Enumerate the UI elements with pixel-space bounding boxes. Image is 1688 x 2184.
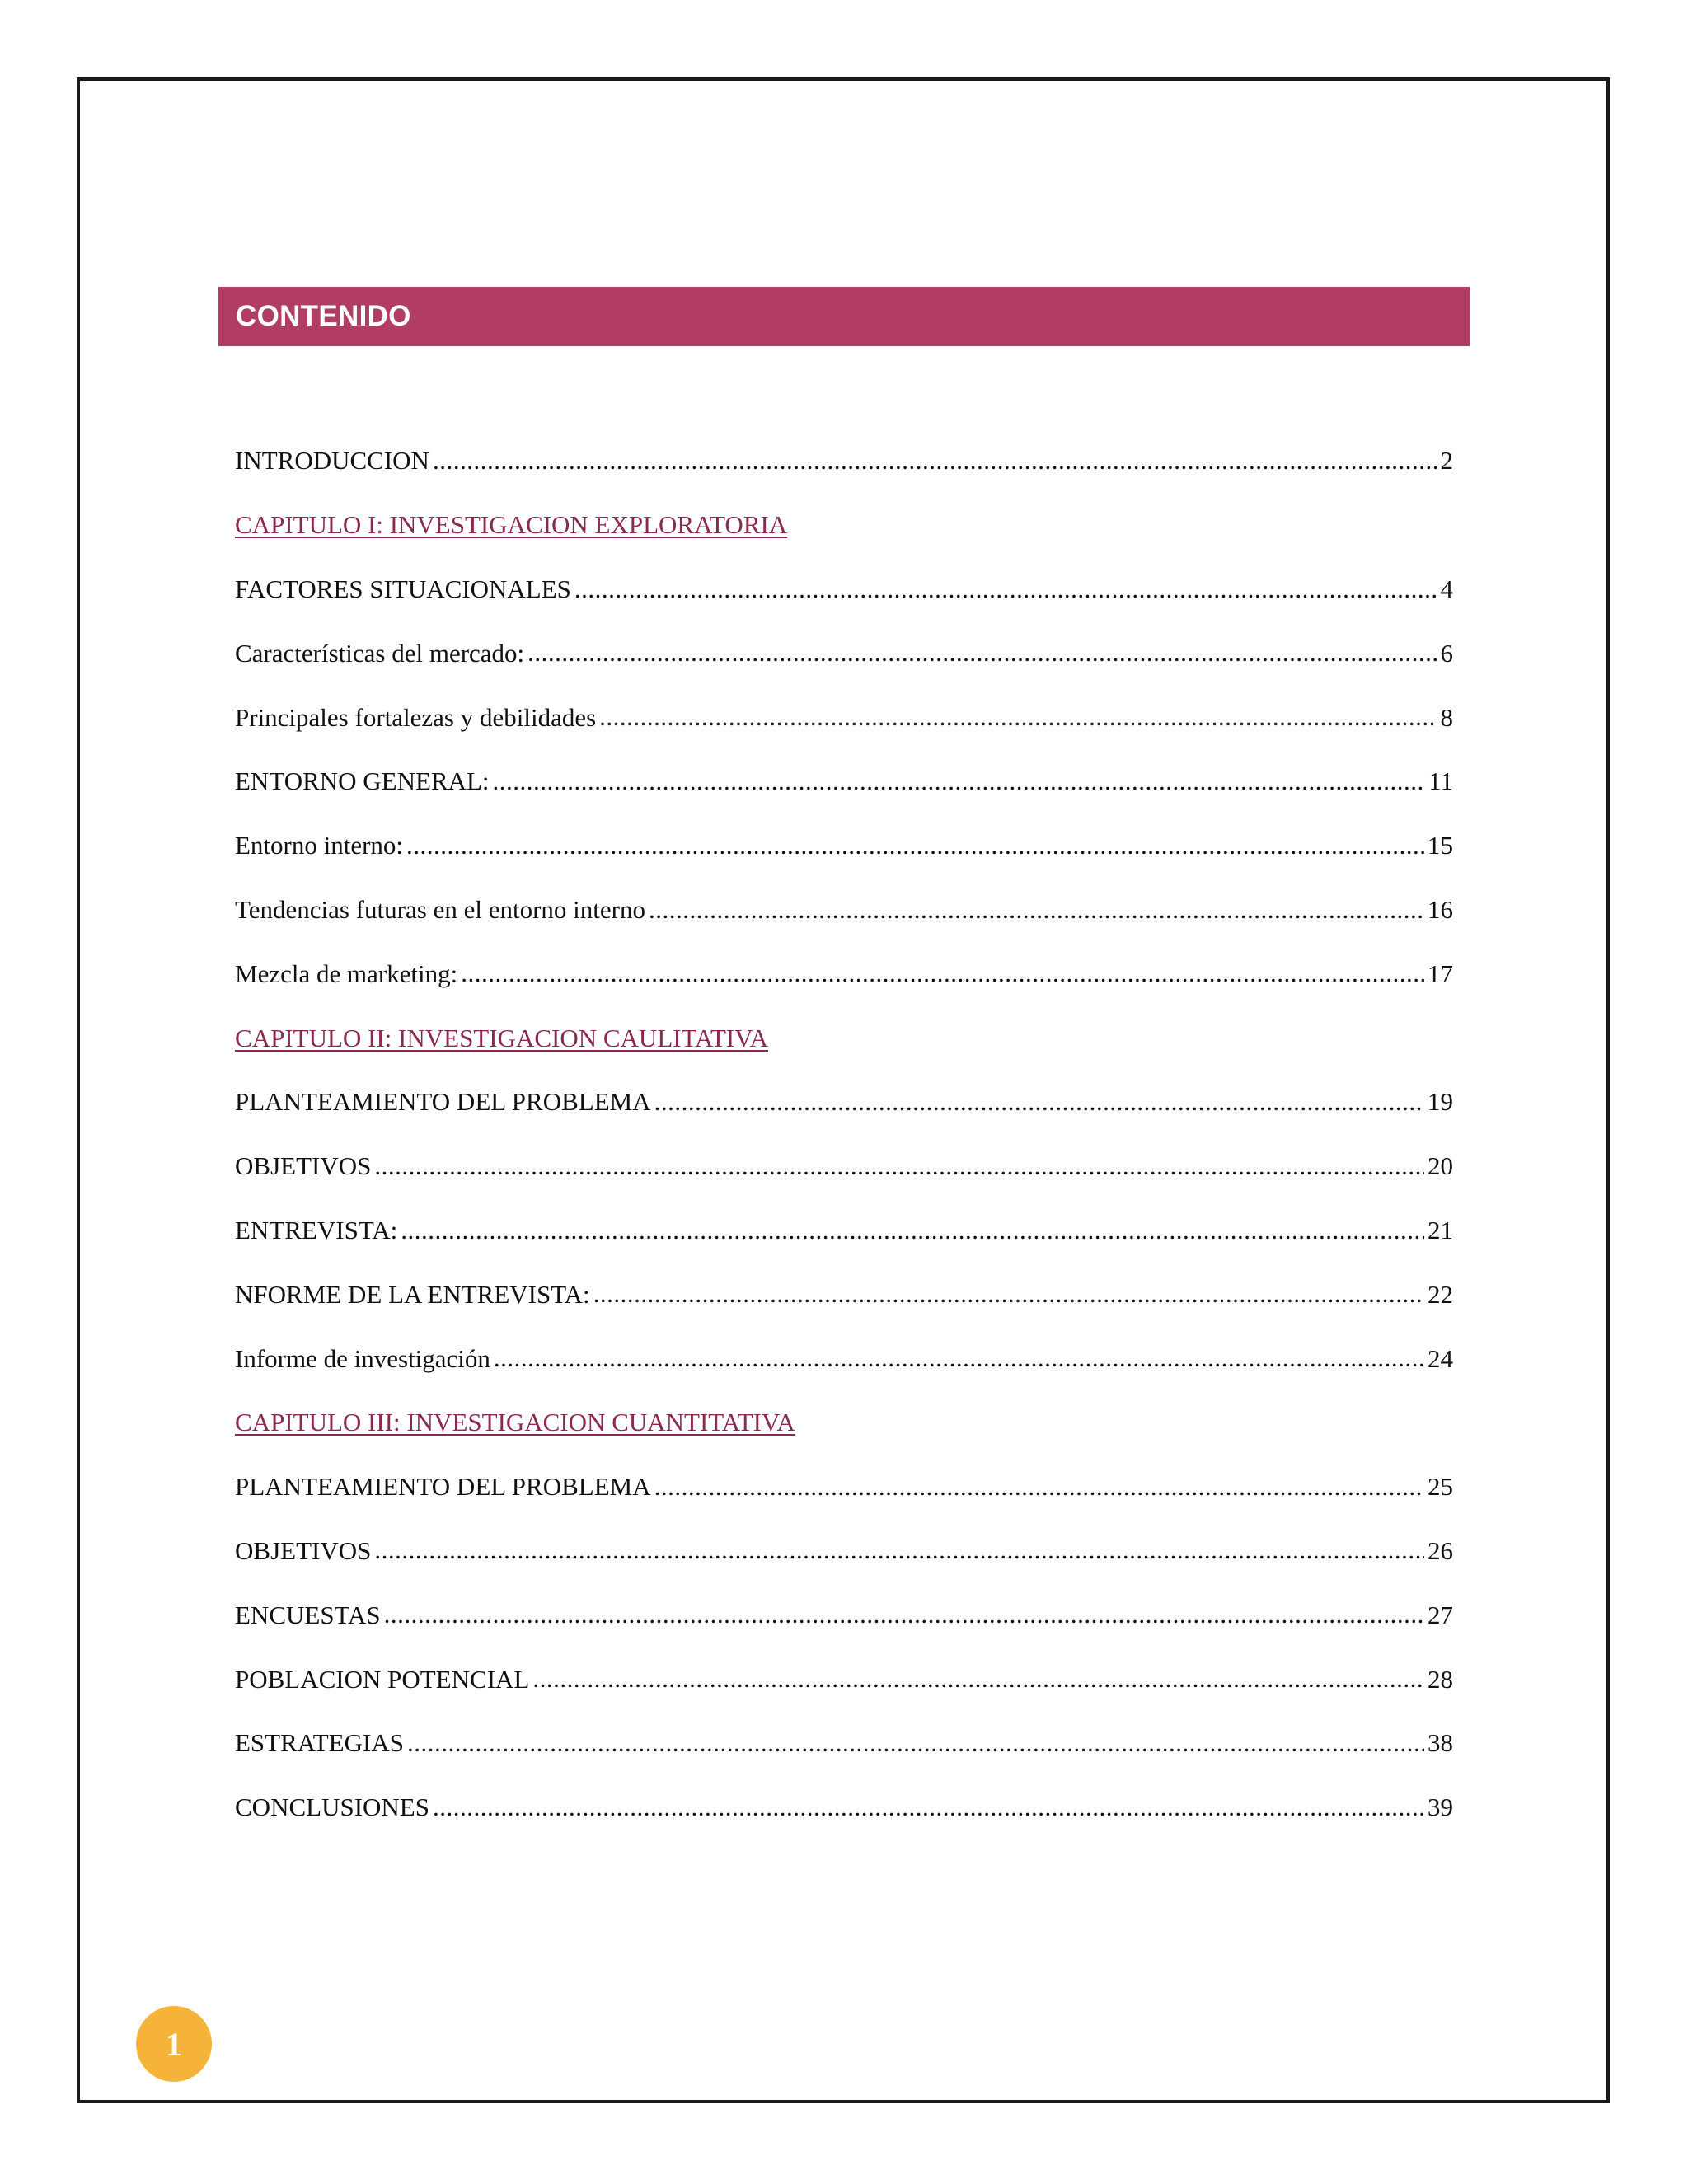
- toc-entry[interactable]: [235, 1775, 1453, 1840]
- toc-entry-title: Mezcla de marketing:: [235, 958, 458, 988]
- toc-entry[interactable]: [235, 1582, 1453, 1647]
- toc-entry-title: Principales fortalezas y debilidades: [235, 702, 597, 732]
- toc-page-number: 26: [1428, 1535, 1453, 1565]
- toc-entry[interactable]: [235, 749, 1453, 813]
- toc-dot-leader: [599, 703, 1437, 731]
- toc-entry[interactable]: [235, 1262, 1453, 1326]
- toc-chapter-link[interactable]: [235, 1390, 1453, 1455]
- toc-entry[interactable]: [235, 1198, 1453, 1263]
- page-number-badge: 1: [136, 2006, 212, 2082]
- toc-dot-leader: [406, 832, 1424, 860]
- toc-page-number: 39: [1428, 1793, 1453, 1822]
- toc-page-number: 15: [1428, 831, 1453, 860]
- toc-page-number: 24: [1428, 1343, 1453, 1373]
- toc-dot-leader: [574, 574, 1437, 602]
- toc-entry-title: Entorno interno:: [235, 831, 404, 860]
- toc-entry[interactable]: [235, 941, 1453, 1005]
- toc-page-number: 21: [1428, 1215, 1453, 1244]
- toc-page-number: 8: [1440, 702, 1453, 732]
- toc-entry[interactable]: [235, 621, 1453, 685]
- toc-entry[interactable]: [235, 557, 1453, 621]
- contents-heading: CONTENIDO: [218, 287, 1470, 346]
- toc-page-number: 11: [1428, 766, 1453, 796]
- toc-page-number: 38: [1428, 1728, 1453, 1758]
- toc-chapter-link[interactable]: [235, 1005, 1453, 1070]
- toc-entry-title: ESTRATEGIAS: [235, 1728, 404, 1758]
- toc-page-number: 20: [1428, 1151, 1453, 1181]
- toc-entry[interactable]: [235, 1711, 1453, 1775]
- toc-dot-leader: [461, 959, 1424, 987]
- toc-entry-title: OBJETIVOS: [235, 1535, 372, 1565]
- toc-chapter-title: CAPITULO II: INVESTIGACION CAULITATIVA: [235, 1023, 769, 1052]
- toc-dot-leader: [494, 1344, 1424, 1372]
- toc-entry[interactable]: [235, 685, 1453, 749]
- toc-page-number: 2: [1440, 446, 1453, 476]
- toc-dot-leader: [433, 447, 1437, 475]
- toc-entry-title: Informe de investigación: [235, 1343, 490, 1373]
- toc-dot-leader: [493, 767, 1426, 795]
- toc-entry[interactable]: [235, 878, 1453, 942]
- toc-chapter-link[interactable]: [235, 493, 1453, 557]
- table-of-contents: [235, 429, 1453, 1840]
- toc-chapter-title: CAPITULO I: INVESTIGACION EXPLORATORIA: [235, 510, 788, 540]
- toc-page-number: 28: [1428, 1664, 1453, 1694]
- toc-entry-title: POBLACION POTENCIAL: [235, 1664, 530, 1694]
- toc-entry-title: OBJETIVOS: [235, 1151, 372, 1181]
- toc-page-number: 4: [1440, 574, 1453, 603]
- toc-dot-leader: [649, 895, 1424, 923]
- toc-entry-title: PLANTEAMIENTO DEL PROBLEMA: [235, 1087, 651, 1117]
- toc-entry-title: ENTORNO GENERAL:: [235, 766, 490, 796]
- toc-entry[interactable]: [235, 429, 1453, 493]
- toc-entry-title: PLANTEAMIENTO DEL PROBLEMA: [235, 1472, 651, 1502]
- toc-entry[interactable]: [235, 1519, 1453, 1583]
- toc-chapter-title: CAPITULO III: INVESTIGACION CUANTITATIVA: [235, 1408, 795, 1437]
- toc-dot-leader: [593, 1280, 1424, 1308]
- toc-entry-title: Tendencias futuras en el entorno interno: [235, 894, 645, 924]
- toc-dot-leader: [407, 1729, 1424, 1757]
- toc-entry[interactable]: [235, 1455, 1453, 1519]
- toc-page-number: 17: [1428, 958, 1453, 988]
- toc-page-number: 6: [1440, 638, 1453, 668]
- toc-dot-leader: [374, 1536, 1424, 1564]
- toc-entry-title: Características del mercado:: [235, 638, 525, 668]
- toc-page-number: 16: [1428, 894, 1453, 924]
- toc-dot-leader: [654, 1473, 1424, 1501]
- toc-entry[interactable]: [235, 1134, 1453, 1198]
- toc-entry-title: INTRODUCCION: [235, 446, 429, 476]
- toc-entry-title: FACTORES SITUACIONALES: [235, 574, 571, 603]
- toc-dot-leader: [433, 1793, 1424, 1821]
- toc-page-number: 27: [1428, 1600, 1453, 1629]
- toc-dot-leader: [374, 1152, 1424, 1180]
- toc-entry[interactable]: [235, 813, 1453, 878]
- toc-dot-leader: [384, 1601, 1424, 1629]
- toc-entry[interactable]: [235, 1326, 1453, 1390]
- toc-page-number: 19: [1428, 1087, 1453, 1117]
- toc-dot-leader: [528, 639, 1437, 667]
- toc-page-number: 22: [1428, 1279, 1453, 1309]
- toc-page-number: 25: [1428, 1472, 1453, 1502]
- toc-dot-leader: [401, 1216, 1424, 1244]
- toc-entry-title: ENCUESTAS: [235, 1600, 381, 1629]
- toc-dot-leader: [654, 1088, 1424, 1116]
- toc-entry[interactable]: [235, 1647, 1453, 1711]
- toc-entry[interactable]: [235, 1070, 1453, 1134]
- toc-entry-title: ENTREVISTA:: [235, 1215, 398, 1244]
- toc-dot-leader: [532, 1665, 1424, 1693]
- toc-entry-title: CONCLUSIONES: [235, 1793, 429, 1822]
- toc-entry-title: NFORME DE LA ENTREVISTA:: [235, 1279, 590, 1309]
